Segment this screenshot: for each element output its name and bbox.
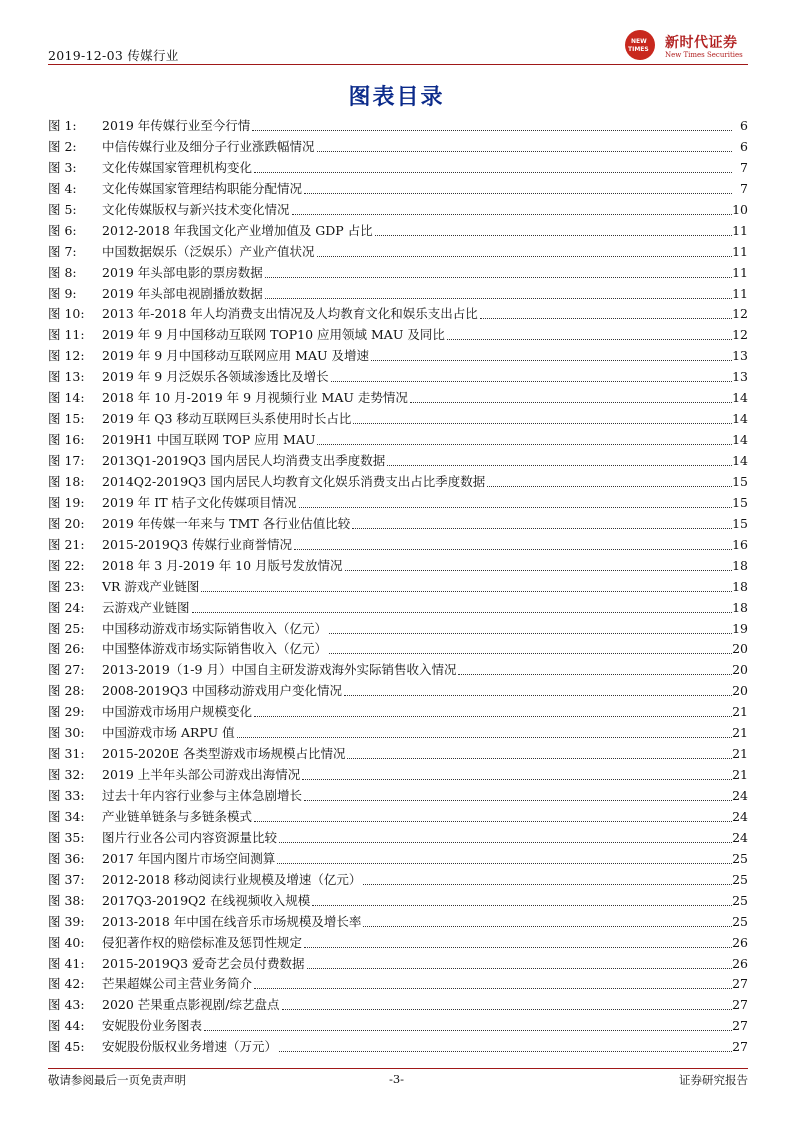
- toc-entry-label[interactable]: 图片行业各公司内容资源量比较: [102, 828, 279, 849]
- toc-entry[interactable]: [48, 954, 748, 975]
- toc-entry-page: 20: [732, 641, 748, 657]
- toc-entry[interactable]: [48, 493, 748, 514]
- toc-entry[interactable]: [48, 744, 748, 765]
- toc-entry-label[interactable]: 2019 年 9 月泛娱乐各领域渗透比及增长: [102, 367, 331, 388]
- toc-leader-dots: [317, 137, 732, 152]
- toc-entry-label[interactable]: 中国游戏市场 ARPU 值: [102, 723, 237, 744]
- company-logo: [625, 30, 755, 64]
- toc-entry-label[interactable]: 过去十年内容行业参与主体急剧增长: [102, 786, 304, 807]
- toc-leader-dots: [254, 974, 732, 989]
- toc-entry-number: 图 30:: [48, 725, 85, 741]
- toc-entry-number: 图 23:: [48, 578, 85, 594]
- toc-entry-page: 7: [740, 180, 748, 196]
- toc-entry-page: 27: [732, 976, 748, 992]
- toc-entry-number: 图 41:: [48, 955, 85, 971]
- toc-entry-label[interactable]: 安妮股份业务图表: [102, 1016, 204, 1037]
- toc-entry-label[interactable]: 2018 年 3 月-2019 年 10 月版号发放情况: [102, 556, 345, 577]
- toc-entry-label[interactable]: 中国数据娱乐（泛娱乐）产业产值状况: [102, 242, 317, 263]
- toc-leader-dots: [304, 786, 732, 801]
- toc-leader-dots: [375, 221, 732, 236]
- toc-entry[interactable]: [48, 619, 748, 640]
- toc-entry-page: 19: [732, 620, 748, 636]
- toc-entry-number: 图 42:: [48, 976, 85, 992]
- toc-entry-number: 图 39:: [48, 913, 85, 929]
- toc-entry-label[interactable]: 2012-2018 移动阅读行业规模及增速（亿元）: [102, 870, 363, 891]
- toc-entry-page: 24: [732, 788, 748, 803]
- toc-leader-dots: [353, 409, 732, 424]
- toc-entry-number: 图 38:: [48, 892, 85, 908]
- logo-badge-icon: NEW TIMES: [625, 30, 655, 60]
- toc-leader-dots: [363, 912, 732, 927]
- toc-entry-label[interactable]: VR 游戏产业链图: [102, 577, 201, 598]
- toc-entry-page: 15: [732, 494, 748, 510]
- toc-entry[interactable]: [48, 891, 748, 912]
- toc-entry-label[interactable]: 中信传媒行业及细分子行业涨跌幅情况: [102, 137, 317, 158]
- toc-entry[interactable]: [48, 304, 748, 325]
- toc-entry-number: 图 34:: [48, 808, 85, 824]
- toc-entry-number: 图 33:: [48, 788, 85, 803]
- toc-entry-page: 7: [740, 159, 748, 175]
- toc-entry-number: 图 4:: [48, 180, 77, 196]
- page-title: 图表目录: [348, 85, 445, 110]
- toc-entry-number: 图 40:: [48, 934, 85, 950]
- toc-entry-label[interactable]: 安妮股份版权业务增速（万元）: [102, 1037, 279, 1058]
- toc-entry-page: 27: [732, 1039, 748, 1055]
- toc-entry[interactable]: [48, 786, 748, 807]
- toc-entry-label[interactable]: 2013Q1-2019Q3 国内居民人均消费支出季度数据: [102, 451, 387, 472]
- toc-entry-number: 图 22:: [48, 557, 85, 573]
- toc-entry[interactable]: [48, 284, 748, 305]
- toc-entry[interactable]: [48, 137, 748, 158]
- toc-entry-page: 26: [732, 955, 748, 971]
- toc-entry-page: 13: [732, 348, 748, 364]
- toc-entry-label[interactable]: 2017 年国内图片市场空间测算: [102, 849, 277, 870]
- toc-entry-page: 24: [732, 829, 748, 845]
- toc-leader-dots: [282, 995, 733, 1010]
- toc-entry[interactable]: [48, 933, 748, 954]
- toc-entry[interactable]: [48, 409, 748, 430]
- toc-entry-label[interactable]: 2013-2019（1-9 月）中国自主研发游戏海外实际销售收入情况: [102, 660, 458, 681]
- toc-entry-page: 25: [732, 871, 748, 887]
- toc-entry[interactable]: [48, 242, 748, 263]
- toc-leader-dots: [254, 702, 732, 717]
- toc-entry-number: 图 14:: [48, 390, 85, 406]
- toc-entry-page: 14: [732, 411, 748, 427]
- toc-entry-number: 图 37:: [48, 871, 85, 887]
- toc-leader-dots: [312, 891, 732, 906]
- toc-entry-label[interactable]: 2015-2020E 各类型游戏市场规模占比情况: [102, 744, 347, 765]
- toc-leader-dots: [352, 514, 732, 529]
- toc-entry-label[interactable]: 2013-2018 年中国在线音乐市场规模及增长率: [102, 912, 363, 933]
- toc-entry-number: 图 12:: [48, 348, 85, 364]
- toc-entry[interactable]: [48, 430, 748, 451]
- toc-entry[interactable]: [48, 912, 748, 933]
- toc-leader-dots: [279, 828, 732, 843]
- toc-leader-dots: [317, 242, 732, 257]
- toc-entry[interactable]: [48, 451, 748, 472]
- toc-entry-page: 21: [732, 704, 748, 720]
- toc-entry-number: 图 6:: [48, 222, 77, 238]
- toc-leader-dots: [265, 263, 732, 278]
- toc-entry-label[interactable]: 2008-2019Q3 中国移动游戏用户变化情况: [102, 681, 344, 702]
- logo-name-cn: 新时代证券: [665, 35, 738, 51]
- footer-divider: [48, 1068, 748, 1069]
- toc-entry-label[interactable]: 2019H1 中国互联网 TOP 应用 MAU: [102, 430, 317, 451]
- toc-entry[interactable]: [48, 200, 748, 221]
- toc-entry[interactable]: [48, 974, 748, 995]
- toc-entry-number: 图 28:: [48, 683, 85, 699]
- toc-entry-page: 12: [732, 327, 748, 343]
- toc-leader-dots: [458, 660, 732, 675]
- toc-entry-label[interactable]: 中国移动游戏市场实际销售收入（亿元）: [102, 619, 329, 640]
- toc-entry[interactable]: [48, 870, 748, 891]
- toc-entry-number: 图 18:: [48, 473, 85, 489]
- toc-entry-label[interactable]: 2013 年-2018 年人均消费支出情况及人均教育文化和娱乐支出占比: [102, 304, 480, 325]
- toc-leader-dots: [329, 619, 732, 634]
- toc-entry-number: 图 45:: [48, 1039, 85, 1055]
- toc-entry-page: 20: [732, 683, 748, 699]
- toc-leader-dots: [304, 179, 732, 194]
- toc-entry-page: 25: [732, 892, 748, 908]
- toc-leader-dots: [387, 451, 732, 466]
- toc-entry-label[interactable]: 2014Q2-2019Q3 国内居民人均教育文化娱乐消费支出占比季度数据: [102, 472, 487, 493]
- toc-entry-label[interactable]: 2019 上半年头部公司游戏出海情况: [102, 765, 302, 786]
- toc-entry-page: 24: [732, 808, 748, 824]
- toc-entry-label[interactable]: 2019 年传媒一年来与 TMT 各行业估值比较: [102, 514, 352, 535]
- toc-entry[interactable]: [48, 221, 748, 242]
- toc-entry-page: 12: [732, 306, 748, 322]
- toc-entry-page: 21: [732, 746, 748, 762]
- toc-entry-number: 图 24:: [48, 599, 85, 615]
- toc-entry[interactable]: [48, 346, 748, 367]
- toc-entry[interactable]: [48, 702, 748, 723]
- toc-entry-page: 27: [732, 997, 748, 1013]
- toc-entry-number: 图 19:: [48, 494, 85, 510]
- toc-entry-number: 图 3:: [48, 159, 77, 175]
- toc-entry[interactable]: [48, 828, 748, 849]
- toc-entry-page: 14: [732, 453, 748, 468]
- toc-entry[interactable]: [48, 535, 748, 556]
- toc-leader-dots: [192, 598, 732, 613]
- toc-entry[interactable]: [48, 179, 748, 200]
- toc-entry[interactable]: [48, 263, 748, 284]
- toc-entry[interactable]: [48, 325, 748, 346]
- toc-entry-number: 图 43:: [48, 997, 85, 1013]
- toc-entry-label[interactable]: 产业链单链条与多链条模式: [102, 807, 254, 828]
- toc-entry-page: 11: [732, 285, 748, 301]
- toc-entry[interactable]: [48, 849, 748, 870]
- toc-entry-page: 20: [732, 662, 748, 678]
- toc-entry-number: 图 35:: [48, 829, 85, 845]
- toc-entry-page: 16: [732, 536, 748, 552]
- toc-leader-dots: [344, 681, 732, 696]
- toc-entry[interactable]: [48, 681, 748, 702]
- toc-entry-number: 图 36:: [48, 850, 85, 866]
- toc-entry-label[interactable]: 中国游戏市场用户规模变化: [102, 702, 254, 723]
- toc-entry-number: 图 31:: [48, 746, 85, 762]
- toc-leader-dots: [329, 639, 732, 654]
- toc-entry-page: 13: [732, 369, 748, 385]
- logo-name-en: New Times Securities: [665, 51, 743, 59]
- toc-entry-label[interactable]: 2019 年传媒行业至今行情: [102, 116, 252, 137]
- toc-entry[interactable]: [48, 1016, 748, 1037]
- toc-entry-page: 18: [732, 578, 748, 594]
- toc-entry[interactable]: [48, 577, 748, 598]
- toc-leader-dots: [254, 158, 732, 173]
- toc-entry-page: 14: [732, 390, 748, 406]
- toc-entry-number: 图 8:: [48, 264, 77, 280]
- toc-leader-dots: [204, 1016, 732, 1031]
- toc-entry-number: 图 17:: [48, 453, 85, 468]
- toc-leader-dots: [317, 430, 732, 445]
- toc-entry[interactable]: [48, 158, 748, 179]
- toc-entry-number: 图 2:: [48, 138, 77, 154]
- toc-entry[interactable]: [48, 995, 748, 1016]
- toc-entry-label[interactable]: 2019 年 9 月中国移动互联网应用 MAU 及增速: [102, 346, 371, 367]
- toc-entry-label[interactable]: 文化传媒国家管理结构职能分配情况: [102, 179, 304, 200]
- toc-leader-dots: [299, 493, 732, 508]
- toc-leader-dots: [447, 325, 732, 340]
- toc-entry-page: 21: [732, 767, 748, 783]
- toc-entry-label[interactable]: 2015-2019Q3 传媒行业商誉情况: [102, 535, 294, 556]
- header-date-sector: 2019-12-03 传媒行业: [48, 48, 179, 63]
- toc-leader-dots: [252, 116, 732, 131]
- toc-entry-label[interactable]: 文化传媒国家管理机构变化: [102, 158, 254, 179]
- toc-entry-label[interactable]: 2019 年头部电视剧播放数据: [102, 284, 265, 305]
- toc-leader-dots: [345, 556, 732, 571]
- toc-entry[interactable]: [48, 723, 748, 744]
- toc-entry[interactable]: [48, 472, 748, 493]
- toc-entry-label[interactable]: 2018 年 10 月-2019 年 9 月视频行业 MAU 走势情况: [102, 388, 410, 409]
- toc-entry[interactable]: [48, 765, 748, 786]
- toc-leader-dots: [201, 577, 732, 592]
- toc-entry-label[interactable]: 侵犯著作权的赔偿标准及惩罚性规定: [102, 933, 304, 954]
- toc-entry-page: 15: [732, 473, 748, 489]
- toc-entry-number: 图 27:: [48, 662, 85, 678]
- toc-entry-number: 图 15:: [48, 411, 85, 427]
- toc-entry-label[interactable]: 2019 年 IT 桔子文化传媒项目情况: [102, 493, 299, 514]
- toc-entry[interactable]: [48, 660, 748, 681]
- footer-page-number: -3-: [388, 1072, 405, 1086]
- toc-leader-dots: [331, 367, 732, 382]
- toc-entry-page: 11: [732, 222, 748, 238]
- toc-leader-dots: [363, 870, 732, 885]
- toc-entry-number: 图 13:: [48, 369, 85, 385]
- toc-entry-number: 图 11:: [48, 327, 85, 343]
- toc-entry-number: 图 20:: [48, 515, 85, 531]
- toc-entry-page: 25: [732, 913, 748, 929]
- toc-leader-dots: [371, 346, 732, 361]
- toc-entry[interactable]: [48, 639, 748, 660]
- toc-entry-number: 图 32:: [48, 767, 85, 783]
- toc-entry-number: 图 9:: [48, 285, 77, 301]
- toc-entry[interactable]: [48, 556, 748, 577]
- toc-leader-dots: [292, 200, 732, 215]
- toc-leader-dots: [347, 744, 732, 759]
- toc-entry-label[interactable]: 中国整体游戏市场实际销售收入（亿元）: [102, 639, 329, 660]
- toc-entry-page: 21: [732, 725, 748, 741]
- toc-entry[interactable]: [48, 1037, 748, 1058]
- toc-entry-page: 25: [732, 850, 748, 866]
- toc-entry-number: 图 44:: [48, 1018, 85, 1034]
- toc-entry-label[interactable]: 2019 年 Q3 移动互联网巨头系使用时长占比: [102, 409, 353, 430]
- toc-leader-dots: [265, 284, 732, 299]
- toc-leader-dots: [307, 954, 732, 969]
- toc-entry-number: 图 25:: [48, 620, 85, 636]
- toc-entry-number: 图 16:: [48, 432, 85, 448]
- toc-entry-number: 图 29:: [48, 704, 85, 720]
- toc-leader-dots: [487, 472, 732, 487]
- toc-entry-page: 26: [732, 934, 748, 950]
- toc-entry-label[interactable]: 2017Q3-2019Q2 在线视频收入规模: [102, 891, 312, 912]
- toc-leader-dots: [277, 849, 732, 864]
- toc-entry-page: 11: [732, 264, 748, 280]
- toc-entry-label[interactable]: 2019 年头部电影的票房数据: [102, 263, 265, 284]
- toc-entry-label[interactable]: 2019 年 9 月中国移动互联网 TOP10 应用领域 MAU 及同比: [102, 325, 447, 346]
- toc-entry-page: 15: [732, 515, 748, 531]
- toc-entry-label[interactable]: 2020 芒果重点影视剧/综艺盘点: [102, 995, 282, 1016]
- toc-entry[interactable]: [48, 388, 748, 409]
- header-divider: [48, 64, 748, 65]
- figure-toc-list: [48, 116, 748, 1058]
- toc-entry-page: 18: [732, 557, 748, 573]
- toc-leader-dots: [480, 304, 732, 319]
- footer-report-type: 证券研究报告: [679, 1073, 748, 1087]
- toc-entry[interactable]: [48, 116, 748, 137]
- toc-entry[interactable]: [48, 367, 748, 388]
- toc-entry-page: 6: [740, 118, 748, 133]
- toc-entry-number: 图 5:: [48, 201, 77, 217]
- toc-entry-page: 14: [732, 432, 748, 448]
- toc-leader-dots: [279, 1037, 732, 1052]
- toc-entry-page: 10: [732, 201, 748, 217]
- toc-entry-page: 27: [732, 1018, 748, 1034]
- toc-leader-dots: [302, 765, 732, 780]
- toc-entry-page: 6: [740, 138, 748, 154]
- toc-leader-dots: [237, 723, 732, 738]
- toc-entry-label[interactable]: 芒果超媒公司主营业务简介: [102, 974, 254, 995]
- toc-entry-label[interactable]: 2012-2018 年我国文化产业增加值及 GDP 占比: [102, 221, 375, 242]
- toc-leader-dots: [410, 388, 732, 403]
- toc-entry[interactable]: [48, 514, 748, 535]
- toc-entry-page: 11: [732, 243, 748, 259]
- toc-entry-number: 图 7:: [48, 243, 77, 259]
- toc-entry-number: 图 10:: [48, 306, 85, 322]
- toc-leader-dots: [294, 535, 732, 550]
- toc-entry-number: 图 21:: [48, 536, 85, 552]
- toc-entry[interactable]: [48, 807, 748, 828]
- toc-entry[interactable]: [48, 598, 748, 619]
- toc-entry-label[interactable]: 2015-2019Q3 爱奇艺会员付费数据: [102, 954, 307, 975]
- toc-leader-dots: [254, 807, 732, 822]
- toc-entry-label[interactable]: 云游戏产业链图: [102, 598, 192, 619]
- toc-leader-dots: [304, 933, 732, 948]
- footer-disclaimer: 敬请参阅最后一页免责声明: [48, 1073, 186, 1087]
- toc-entry-page: 18: [732, 599, 748, 615]
- toc-entry-number: 图 26:: [48, 641, 85, 657]
- toc-entry-label[interactable]: 文化传媒版权与新兴技术变化情况: [102, 200, 292, 221]
- toc-entry-number: 图 1:: [48, 118, 77, 133]
